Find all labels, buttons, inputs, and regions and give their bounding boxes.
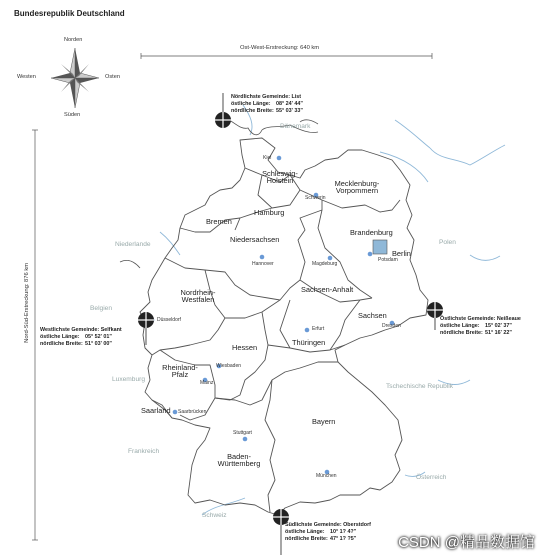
compass-east: Osten: [105, 74, 120, 80]
city-dresden: Dresden: [382, 323, 401, 329]
country-daenemark: Dänemark: [280, 123, 311, 130]
city-saarbruecken: Saarbrücken: [178, 409, 207, 415]
country-schweiz: Schweiz: [202, 512, 227, 519]
state-thueringen: Thüringen: [292, 338, 326, 347]
compass-west: Westen: [17, 74, 36, 80]
state-baden-wuerttemberg: Baden- Württemberg: [217, 452, 261, 469]
state-mecklenburg-vorpommern: Mecklenburg- Vorpommern: [334, 179, 380, 196]
extreme-north-info: Nördlichste Gemeinde: List östliche Länge: 08° 24' 44" nördliche Breite: 55° 03' 33": [231, 94, 303, 114]
state-schleswig-holstein: Schleswig- Holstein: [262, 169, 298, 186]
watermark: CSDN @精品数据馆: [398, 534, 535, 551]
compass-rose-icon: [51, 48, 99, 108]
city-potsdam: Potsdam: [378, 257, 398, 263]
crosshair-icon: [138, 312, 154, 345]
state-bremen: Bremen: [206, 217, 232, 226]
rivers: [160, 105, 505, 515]
crosshair-icon: [215, 93, 231, 128]
city-mainz: Mainz: [200, 380, 214, 386]
country-polen: Polen: [439, 239, 456, 246]
state-hessen: Hessen: [232, 343, 258, 352]
country-belgien: Belgien: [90, 305, 112, 312]
compass-south: Süden: [64, 112, 81, 118]
country-niederlande: Niederlande: [115, 241, 151, 248]
state-hamburg: Hamburg: [254, 208, 285, 217]
extreme-west-info: Westlichste Gemeinde: Selfkant östliche Länge: 05° 52' 01" nördliche Breite: 51° 03' 00": [40, 327, 122, 347]
map-title: Bundesrepublik Deutschland: [14, 9, 125, 18]
state-sachsen: Sachsen: [358, 311, 387, 320]
city-erfurt: Erfurt: [312, 326, 325, 332]
extreme-south-info: Südlichste Gemeinde: Oberstdorf östliche Länge: 10° 1? 4?" nördliche Breite: 47° 1? ?5": [285, 522, 371, 542]
state-niedersachsen: Niedersachsen: [230, 235, 280, 244]
east-west-distance: Ost-West-Erstreckung: 640 km: [240, 45, 320, 51]
country-tschechische-republik: Tschechische Republik: [386, 383, 454, 390]
city-stuttgart: Stuttgart: [233, 430, 252, 436]
city-wiesbaden: Wiesbaden: [216, 363, 242, 369]
north-south-scale: [32, 130, 38, 540]
city-hannover: Hannover: [252, 261, 274, 267]
city-magdeburg: Magdeburg: [312, 261, 338, 267]
country-luxemburg: Luxemburg: [112, 376, 145, 383]
north-south-distance: Nord-Süd-Erstreckung: 876 km: [24, 262, 31, 343]
country-frankreich: Frankreich: [128, 448, 160, 455]
extreme-east-info: Östlichste Gemeinde: Neißeaue östliche Länge: 15° 02' 37" nördliche Breite: 51° 16' 22": [440, 316, 521, 336]
city-muenchen: München: [316, 473, 337, 479]
east-west-scale: [141, 53, 432, 59]
state-rheinland-pfalz: Rheinland- Pfalz: [162, 363, 198, 380]
state-brandenburg: Brandenburg: [350, 228, 393, 237]
city-schwerin: Schwerin: [305, 195, 326, 201]
city-kiel: Kiel: [263, 155, 272, 161]
compass-north: Norden: [64, 37, 83, 43]
country-oesterreich: Österreich: [416, 474, 447, 481]
state-berlin: Berlin: [392, 249, 411, 258]
state-saarland: Saarland: [141, 406, 171, 415]
state-nordrhein-westfalen: Nordrhein- Westfalen: [180, 288, 216, 305]
city-duesseldorf: Düsseldorf: [157, 317, 181, 323]
state-sachsen-anhalt: Sachsen-Anhalt: [301, 285, 354, 294]
state-bayern: Bayern: [312, 417, 336, 426]
